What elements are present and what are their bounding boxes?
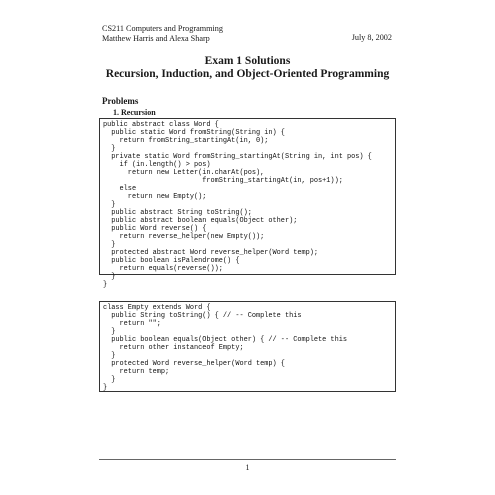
page-number: 1 [245, 463, 250, 472]
code-block-empty [99, 301, 396, 392]
header-date: July 8, 2002 [351, 33, 392, 42]
footer-divider [99, 459, 396, 460]
doc-title: Exam 1 Solutions [204, 55, 291, 67]
code-text: class Empty extends Word { public String toString() { // -- Complete this return ""; } public boolean equals(Object other) { // -- Complete this return other instanceof Empty; } protected Word reverse_helper(Word temp) { return temp; } } [103, 304, 347, 392]
course-title: CS211 Computers and Programming [102, 24, 223, 33]
subsection-heading: 1. Recursion [113, 108, 156, 117]
doc-subtitle: Recursion, Induction, and Object-Oriented Programming [105, 68, 390, 80]
section-heading: Problems [102, 96, 139, 106]
authors: Matthew Harris and Alexa Sharp [102, 34, 210, 43]
code-block-word [99, 118, 396, 289]
header-left [102, 24, 223, 44]
code-text: public abstract class Word { public static Word fromString(String in) { return fromString_startingAt(in, 0); } private static Word fromString_startingAt(String in, int pos) { if (in.length() > pos) return new Letter(in.charAt(pos), fromString_startingAt(in, pos+1)); else return new Empty(); } public abstract String toString(); public abstract boolean equals(Object other); public Word reverse() { return reverse_helper(new Empty()); } protected abstract Word reverse_helper(Word temp); public boolean isPalendrome() { return equals(reverse()); } } [103, 121, 372, 289]
